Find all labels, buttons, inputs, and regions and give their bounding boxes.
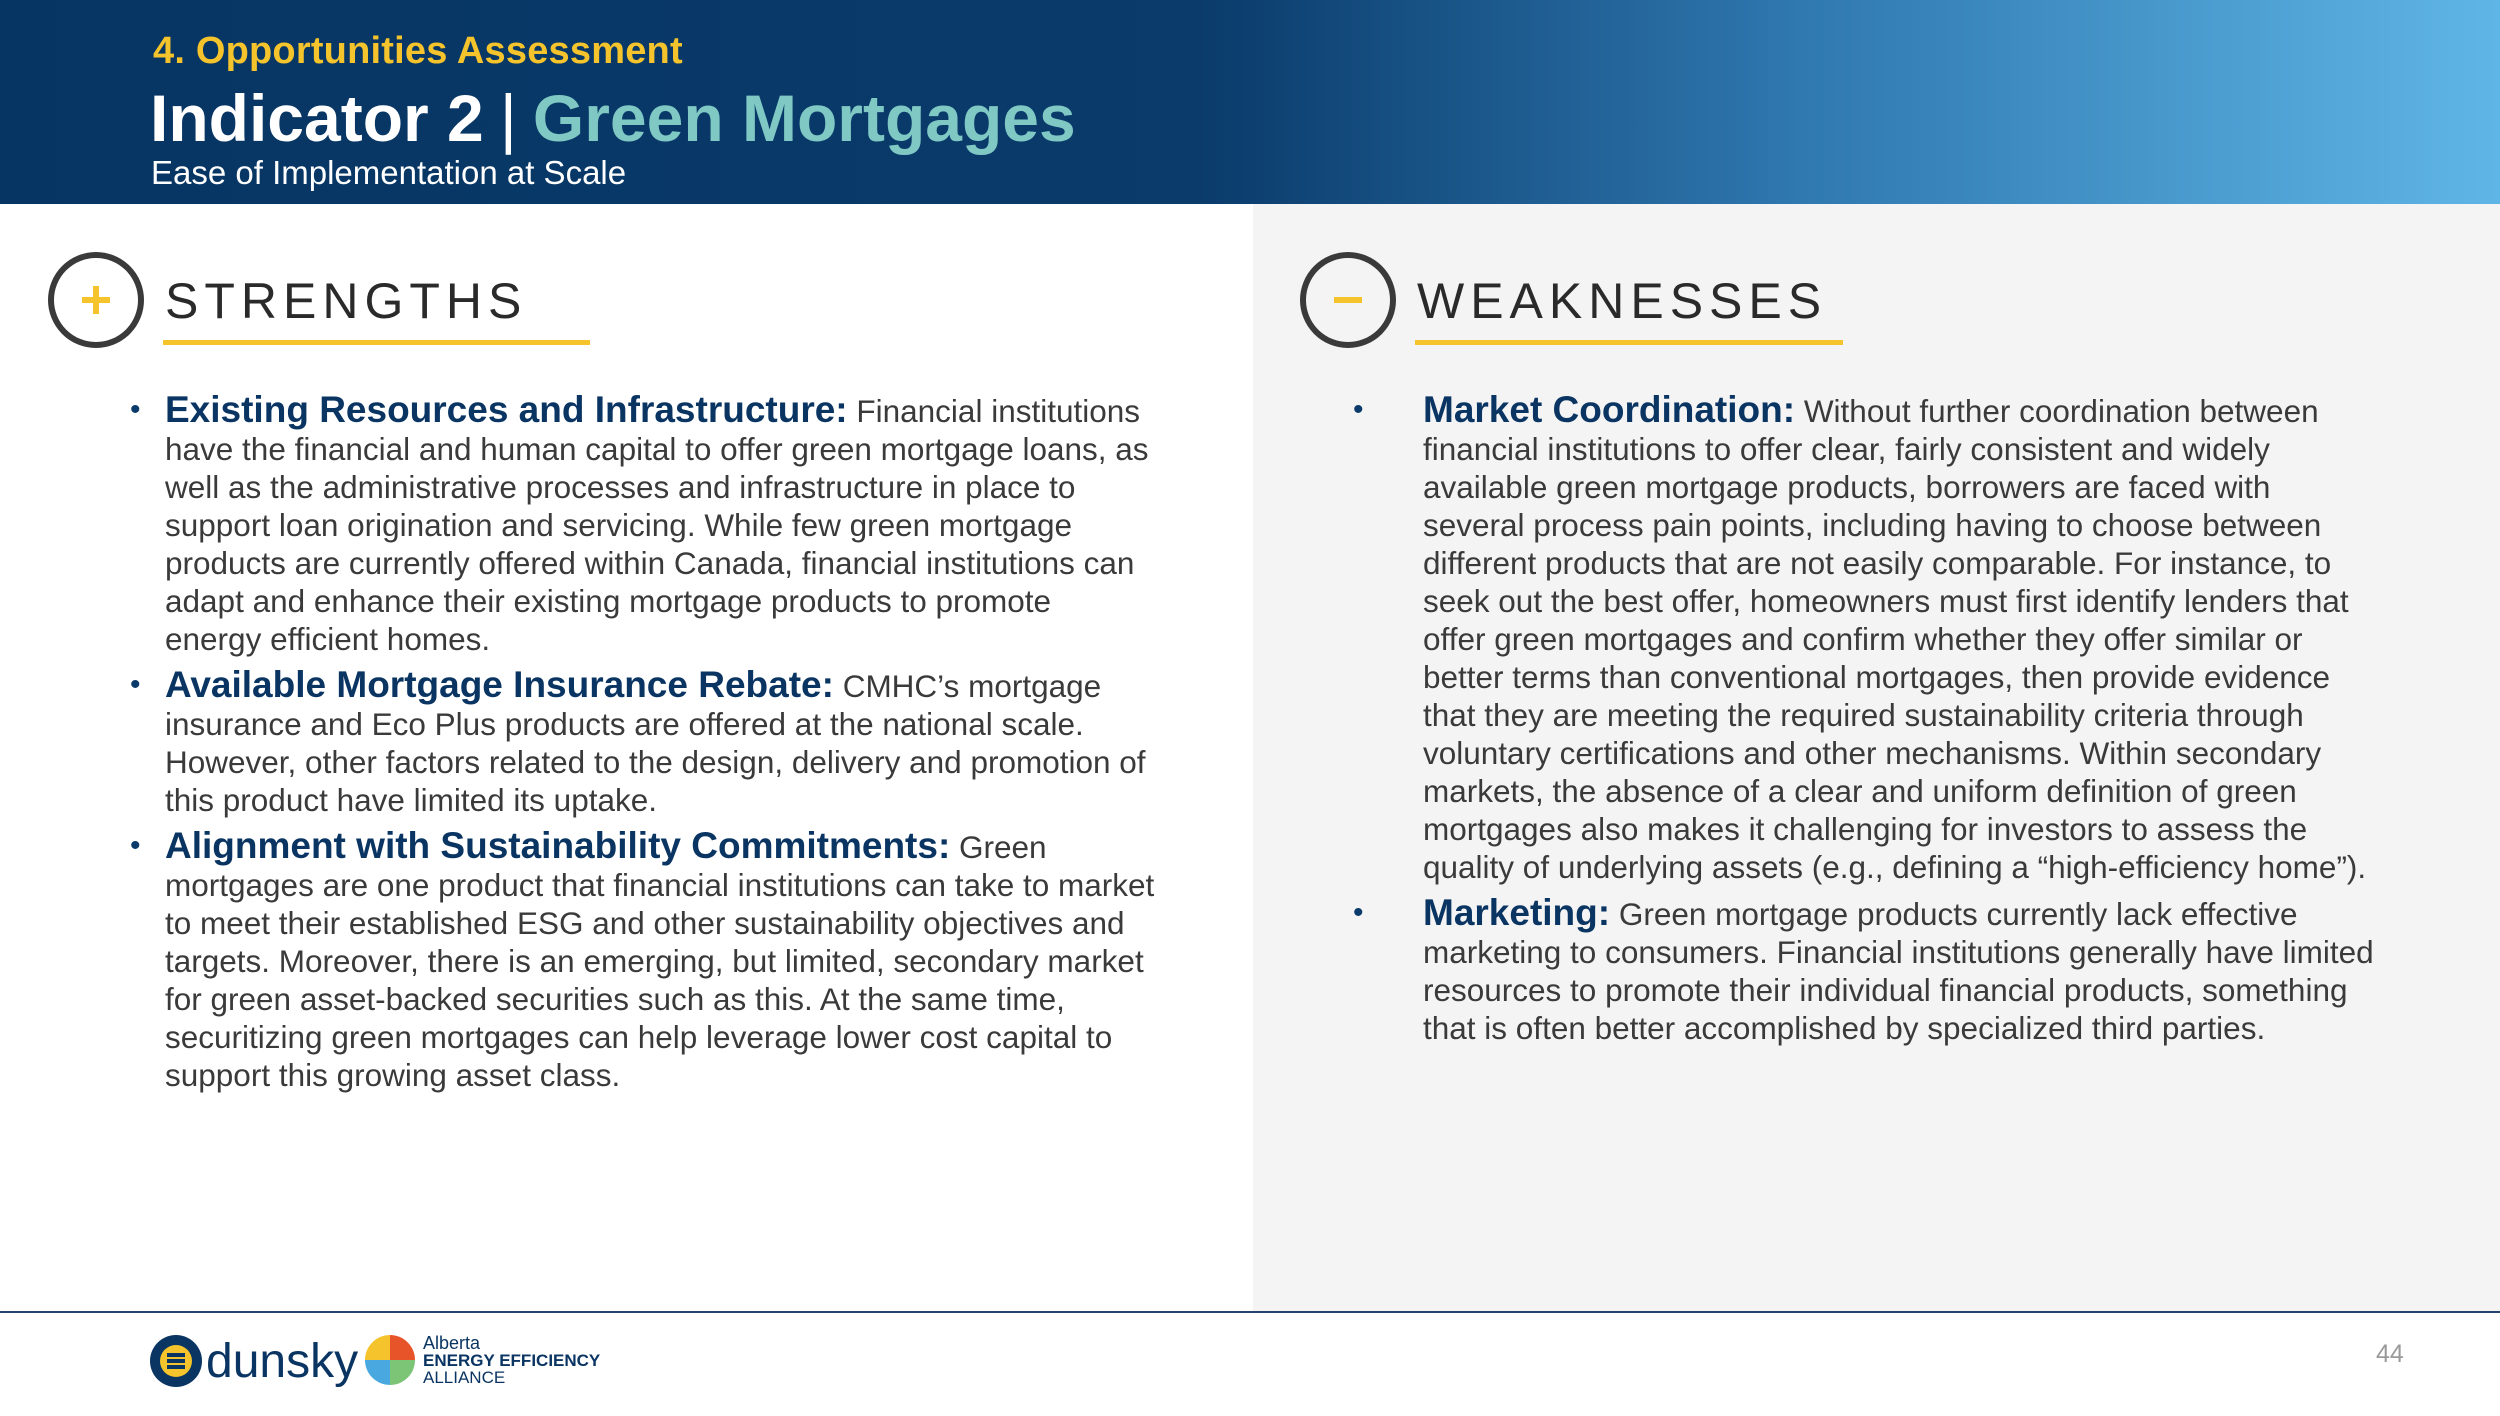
weaknesses-list — [1353, 389, 2378, 1055]
bullet-heading: Market Coordination: — [1423, 389, 1796, 430]
strengths-list — [130, 389, 1155, 1102]
title-separator: | — [499, 81, 517, 155]
strengths-underline — [163, 340, 590, 345]
bullet-body: Green mortgage products currently lack effective marketing to consumers. Financial institutions generally have limited resources to promote their individual financial products, something that is often better accomplished by specialized third parties. — [1423, 896, 2374, 1046]
list-item — [130, 389, 1155, 658]
list-item — [1353, 389, 2378, 886]
bullet-dot-icon: • — [1353, 896, 1364, 929]
page-title — [150, 80, 1076, 156]
header-banner — [0, 0, 2500, 204]
list-item — [130, 825, 1155, 1094]
bullet-dot-icon: • — [130, 829, 141, 862]
minus-icon — [1300, 252, 1396, 348]
bullet-body: Green mortgages are one product that financial institutions can take to market to meet their established ESG and other sustainability objectives and targets. Moreover, there is an emerging, but limited, secondary market for green asset-backed securities such as this. At the same time, securitizing green mortgages can help leverage lower cost capital to support this growing asset class. — [165, 829, 1155, 1093]
bullet-dot-icon: • — [130, 393, 141, 426]
bullet-dot-icon: • — [130, 668, 141, 701]
plus-icon — [48, 252, 144, 348]
page-subtitle: Ease of Implementation at Scale — [151, 154, 627, 191]
aeea-logo-icon — [365, 1335, 415, 1385]
dunsky-logo-text: dunsky — [206, 1334, 359, 1388]
aeea-line-2: ENERGY EFFICIENCY — [423, 1350, 601, 1370]
footer-divider — [0, 1311, 2500, 1313]
bullet-body: Without further coordination between financial institutions to offer clear, fairly consistent and widely available green mortgage products, borrowers are faced with several process pain points, including having to choose between different products that are not easily comparable. For instance, to seek out the best offer, homeowners must first identify lenders that offer green mortgages and confirm whether they offer similar or better terms than conventional mortgages, then provide evidence that they are meeting the required sustainability criteria through voluntary certifications and other mechanisms. Within secondary markets, the absence of a clear and uniform definition of green mortgages also makes it challenging for investors to assess the quality of underlying assets (e.g., defining a “high-efficiency home”). — [1423, 393, 2367, 885]
aeea-logo-text — [423, 1332, 601, 1387]
weaknesses-underline — [1415, 340, 1843, 345]
title-main: Indicator 2 — [150, 81, 484, 155]
aeea-logo — [365, 1325, 600, 1395]
bullet-body: Financial institutions have the financial and human capital to offer green mortgage loans, as well as the administrative processes and infrastructure in place to support loan origination and servicing. While few green mortgage products are currently offered within Canada, financial institutions can adapt and enhance their existing mortgage products to promote energy efficient homes. — [165, 393, 1149, 657]
dunsky-logo-icon — [150, 1335, 202, 1387]
aeea-line-3: ALLIANCE — [423, 1367, 506, 1387]
strengths-heading: STRENGTHS — [165, 273, 528, 329]
aeea-line-1: Alberta — [423, 1332, 481, 1353]
weaknesses-heading: WEAKNESSES — [1417, 273, 1828, 329]
bullet-heading: Existing Resources and Infrastructure: — [165, 389, 848, 430]
dunsky-logo — [150, 1333, 358, 1389]
section-label: 4. Opportunities Assessment — [153, 30, 683, 72]
bullet-dot-icon: • — [1353, 393, 1364, 426]
list-item — [1353, 892, 2378, 1047]
title-accent: Green Mortgages — [532, 81, 1076, 155]
page-number: 44 — [2376, 1340, 2404, 1368]
bullet-heading: Alignment with Sustainability Commitments: — [165, 825, 951, 866]
list-item — [130, 664, 1155, 819]
bullet-body: CMHC’s mortgage insurance and Eco Plus products are offered at the national scale. However, other factors related to the design, delivery and promotion of this product have limited its uptake. — [165, 668, 1146, 818]
bullet-heading: Available Mortgage Insurance Rebate: — [165, 664, 834, 705]
bullet-heading: Marketing: — [1423, 892, 1611, 933]
